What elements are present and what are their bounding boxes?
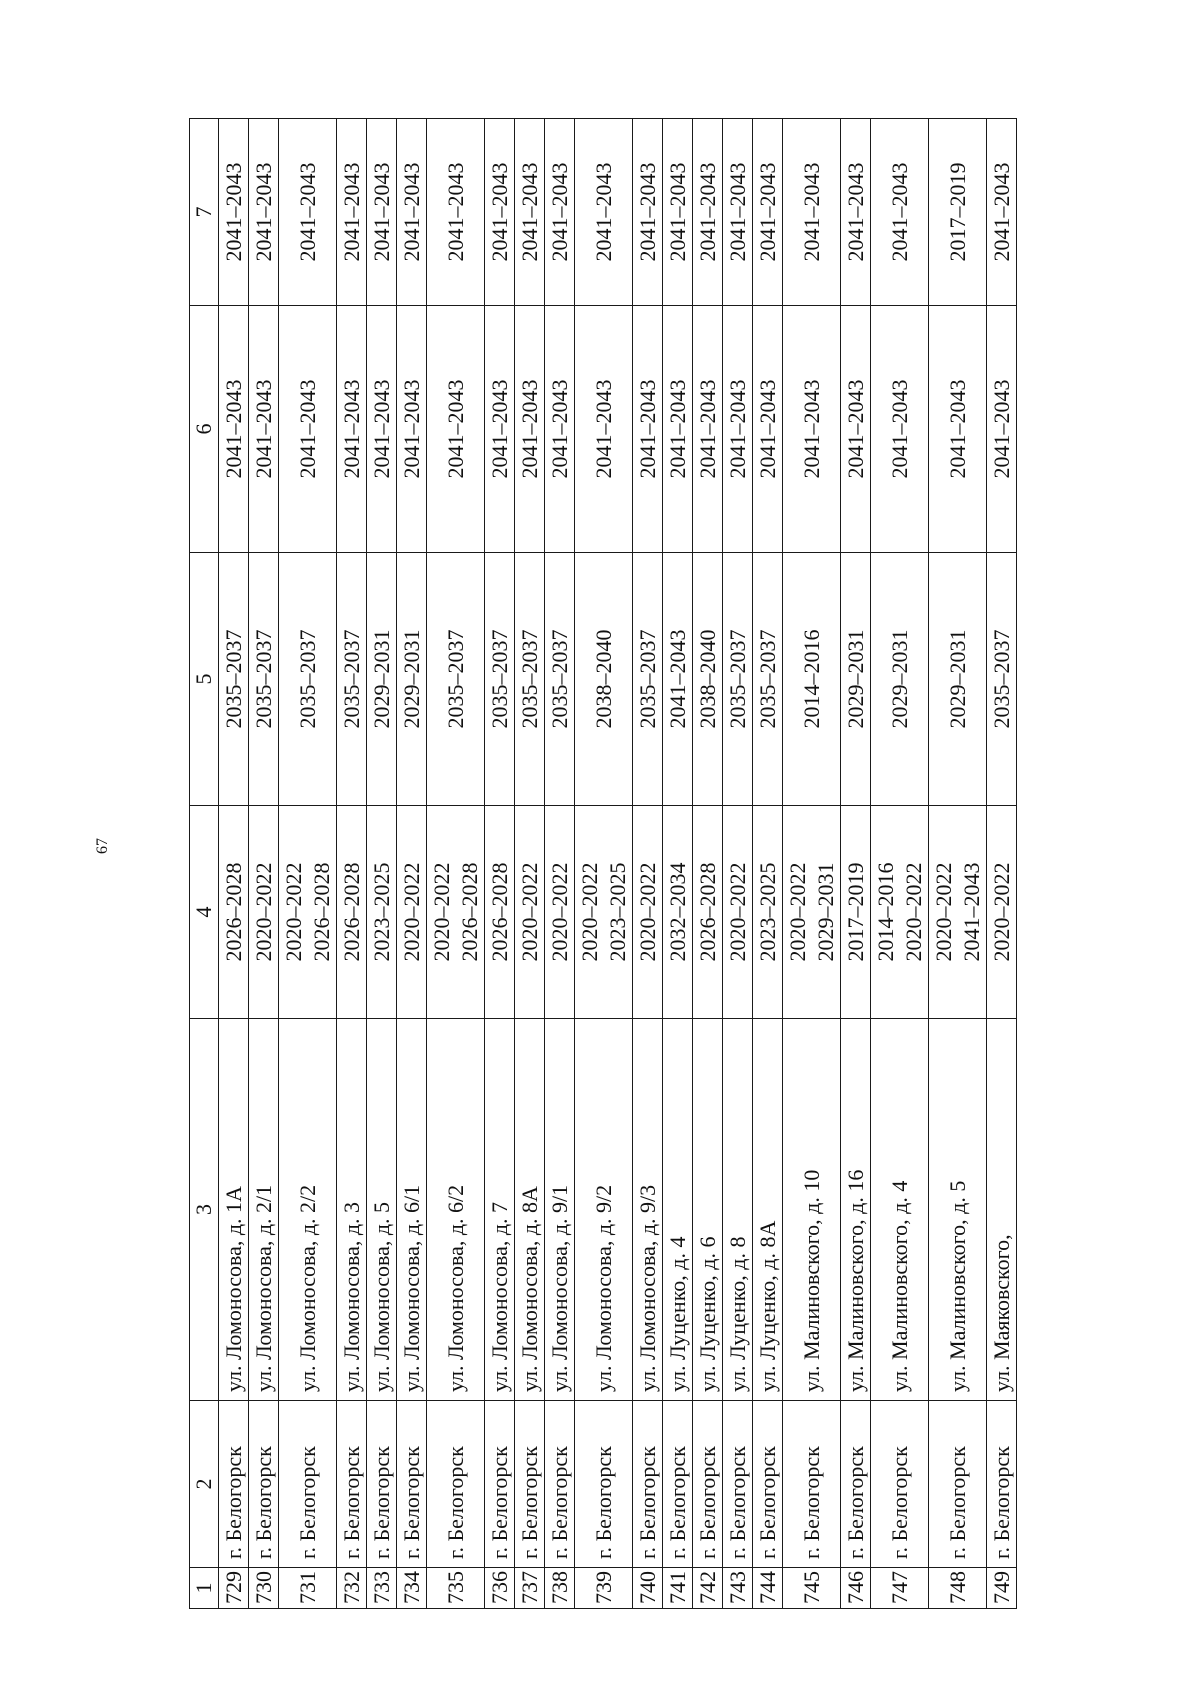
period-col-4-cell (279, 806, 337, 1019)
period-col-7-cell: 2041–2043 (841, 119, 871, 306)
period-col-5-cell: 2029–2031 (929, 553, 987, 806)
table-row (753, 119, 783, 1609)
period-col-4-cell (249, 806, 279, 1019)
table-row (841, 119, 871, 1609)
period-col-7-cell: 2041–2043 (987, 119, 1017, 306)
row-number-cell: 732 (337, 1568, 367, 1609)
period-line: 2020–2022 (930, 862, 956, 962)
address-cell: ул. Ломоносова, д. 3 (337, 1019, 367, 1401)
period-col-4-cell (723, 806, 753, 1019)
period-col-4-cell (841, 806, 871, 1019)
period-line: 2020–2022 (280, 862, 306, 962)
period-col-4-cell (783, 806, 841, 1019)
address-cell: ул. Малиновского, д. 16 (841, 1019, 871, 1401)
city-cell: г. Белогорск (427, 1401, 485, 1568)
address-cell: ул. Ломоносова, д. 1А (219, 1019, 249, 1401)
city-cell: г. Белогорск (337, 1401, 367, 1568)
period-col-5-cell: 2029–2031 (367, 553, 397, 806)
period-col-6-cell: 2041–2043 (987, 306, 1017, 553)
city-cell: г. Белогорск (871, 1401, 929, 1568)
period-line: 2020–2022 (398, 862, 424, 962)
period-col-6-cell: 2041–2043 (871, 306, 929, 553)
period-line: 2026–2028 (486, 862, 512, 962)
period-col-7-cell: 2041–2043 (249, 119, 279, 306)
row-number-cell: 734 (397, 1568, 427, 1609)
row-number-cell: 747 (871, 1568, 929, 1609)
period-line: 2026–2028 (694, 862, 720, 962)
period-col-7-cell: 2041–2043 (367, 119, 397, 306)
period-col-4-cell (427, 806, 485, 1019)
period-col-7-cell: 2041–2043 (783, 119, 841, 306)
period-col-4-cell (753, 806, 783, 1019)
period-col-5-cell: 2038–2040 (575, 553, 633, 806)
table-row (929, 119, 987, 1609)
period-col-4-cell (663, 806, 693, 1019)
period-col-7-cell: 2041–2043 (723, 119, 753, 306)
period-line: 2020–2022 (546, 862, 572, 962)
table-row (485, 119, 515, 1609)
period-col-5-cell: 2035–2037 (337, 553, 367, 806)
period-line: 2032–2034 (664, 862, 690, 962)
period-col-5-cell: 2014–2016 (783, 553, 841, 806)
period-line: 2026–2028 (220, 862, 246, 962)
address-cell: ул. Луценко, д. 8 (723, 1019, 753, 1401)
period-col-6-cell: 2041–2043 (515, 306, 545, 553)
header-col-3: 3 (190, 1019, 219, 1401)
row-number-cell: 738 (545, 1568, 575, 1609)
period-col-5-cell: 2035–2037 (485, 553, 515, 806)
period-col-6-cell: 2041–2043 (693, 306, 723, 553)
period-col-6-cell: 2041–2043 (633, 306, 663, 553)
period-col-4-cell (485, 806, 515, 1019)
period-col-5-cell: 2029–2031 (871, 553, 929, 806)
period-col-5-cell: 2035–2037 (219, 553, 249, 806)
address-cell: ул. Малиновского, д. 4 (871, 1019, 929, 1401)
period-col-6-cell: 2041–2043 (783, 306, 841, 553)
period-line: 2020–2022 (724, 862, 750, 962)
period-col-4-cell (871, 806, 929, 1019)
period-line: 2020–2022 (784, 862, 810, 962)
period-line: 2026–2028 (308, 862, 334, 962)
city-cell: г. Белогорск (987, 1401, 1017, 1568)
city-cell: г. Белогорск (249, 1401, 279, 1568)
city-cell: г. Белогорск (841, 1401, 871, 1568)
row-number-cell: 744 (753, 1568, 783, 1609)
table-row (219, 119, 249, 1609)
period-col-7-cell: 2041–2043 (427, 119, 485, 306)
city-cell: г. Белогорск (279, 1401, 337, 1568)
address-cell: ул. Ломоносова, д. 6/1 (397, 1019, 427, 1401)
city-cell: г. Белогорск (753, 1401, 783, 1568)
period-col-4-cell (219, 806, 249, 1019)
table-row (249, 119, 279, 1609)
city-cell: г. Белогорск (929, 1401, 987, 1568)
page-number: 67 (94, 838, 111, 854)
repair-schedule-table-rotated (189, 153, 1129, 1609)
table-row (783, 119, 841, 1609)
period-col-6-cell: 2041–2043 (545, 306, 575, 553)
row-number-cell: 746 (841, 1568, 871, 1609)
row-number-cell: 729 (219, 1568, 249, 1609)
period-line: 2026–2028 (338, 862, 364, 962)
period-col-6-cell: 2041–2043 (663, 306, 693, 553)
address-cell: ул. Ломоносова, д. 2/1 (249, 1019, 279, 1401)
period-col-7-cell: 2017–2019 (929, 119, 987, 306)
period-col-7-cell: 2041–2043 (545, 119, 575, 306)
period-col-6-cell: 2041–2043 (397, 306, 427, 553)
row-number-cell: 731 (279, 1568, 337, 1609)
city-cell: г. Белогорск (485, 1401, 515, 1568)
period-col-7-cell: 2041–2043 (279, 119, 337, 306)
period-col-6-cell: 2041–2043 (219, 306, 249, 553)
period-line: 2023–2025 (368, 862, 394, 962)
period-col-4-cell (337, 806, 367, 1019)
period-col-5-cell: 2035–2037 (723, 553, 753, 806)
address-cell: ул. Луценко, д. 6 (693, 1019, 723, 1401)
table-row (723, 119, 753, 1609)
period-line: 2020–2022 (634, 862, 660, 962)
row-number-cell: 749 (987, 1568, 1017, 1609)
period-line: 2020–2022 (250, 862, 276, 962)
table-row (279, 119, 337, 1609)
period-col-4-cell (397, 806, 427, 1019)
period-col-6-cell: 2041–2043 (279, 306, 337, 553)
address-cell: ул. Ломоносова, д. 6/2 (427, 1019, 485, 1401)
address-cell: ул. Ломоносова, д. 2/2 (279, 1019, 337, 1401)
address-cell: ул. Ломоносова, д. 8А (515, 1019, 545, 1401)
row-number-cell: 743 (723, 1568, 753, 1609)
row-number-cell: 736 (485, 1568, 515, 1609)
table-row (987, 119, 1017, 1609)
row-number-cell: 737 (515, 1568, 545, 1609)
row-number-cell: 733 (367, 1568, 397, 1609)
period-line: 2020–2022 (988, 862, 1014, 962)
row-number-cell: 745 (783, 1568, 841, 1609)
address-cell: ул. Луценко, д. 4 (663, 1019, 693, 1401)
row-number-cell: 741 (663, 1568, 693, 1609)
period-col-7-cell: 2041–2043 (753, 119, 783, 306)
period-col-7-cell: 2041–2043 (663, 119, 693, 306)
table-row (337, 119, 367, 1609)
period-col-6-cell: 2041–2043 (575, 306, 633, 553)
table-row (515, 119, 545, 1609)
period-col-6-cell: 2041–2043 (249, 306, 279, 553)
address-cell: ул. Малиновского, д. 10 (783, 1019, 841, 1401)
header-row (190, 119, 219, 1609)
period-col-7-cell: 2041–2043 (337, 119, 367, 306)
period-col-6-cell: 2041–2043 (367, 306, 397, 553)
period-col-4-cell (929, 806, 987, 1019)
header-col-6: 6 (190, 306, 219, 553)
period-col-5-cell: 2035–2037 (279, 553, 337, 806)
period-line: 2026–2028 (456, 862, 482, 962)
period-col-7-cell: 2041–2043 (871, 119, 929, 306)
period-col-7-cell: 2041–2043 (693, 119, 723, 306)
period-col-5-cell: 2035–2037 (427, 553, 485, 806)
period-col-4-cell (575, 806, 633, 1019)
period-col-6-cell: 2041–2043 (929, 306, 987, 553)
row-number-cell: 730 (249, 1568, 279, 1609)
period-col-7-cell: 2041–2043 (515, 119, 545, 306)
period-col-5-cell: 2035–2037 (515, 553, 545, 806)
period-line: 2023–2025 (604, 862, 630, 962)
period-col-5-cell: 2041–2043 (663, 553, 693, 806)
row-number-cell: 739 (575, 1568, 633, 1609)
table-row (693, 119, 723, 1609)
period-col-5-cell: 2029–2031 (841, 553, 871, 806)
city-cell: г. Белогорск (219, 1401, 249, 1568)
period-col-7-cell: 2041–2043 (575, 119, 633, 306)
table-row (633, 119, 663, 1609)
period-line: 2023–2025 (754, 862, 780, 962)
period-col-5-cell: 2035–2037 (249, 553, 279, 806)
table-row (663, 119, 693, 1609)
address-cell: ул. Ломоносова, д. 9/1 (545, 1019, 575, 1401)
period-col-6-cell: 2041–2043 (427, 306, 485, 553)
period-col-4-cell (633, 806, 663, 1019)
address-cell: ул. Ломоносова, д. 9/3 (633, 1019, 663, 1401)
header-col-1: 1 (190, 1568, 219, 1609)
period-col-7-cell: 2041–2043 (219, 119, 249, 306)
table-row (397, 119, 427, 1609)
table-row (575, 119, 633, 1609)
period-col-4-cell (693, 806, 723, 1019)
header-col-4: 4 (190, 806, 219, 1019)
period-line: 2020–2022 (428, 862, 454, 962)
row-number-cell: 735 (427, 1568, 485, 1609)
row-number-cell: 748 (929, 1568, 987, 1609)
header-col-7: 7 (190, 119, 219, 306)
address-cell: ул. Луценко, д. 8А (753, 1019, 783, 1401)
table-row (871, 119, 929, 1609)
period-col-6-cell: 2041–2043 (753, 306, 783, 553)
period-line: 2020–2022 (900, 862, 926, 962)
period-line: 2020–2022 (516, 862, 542, 962)
period-col-4-cell (987, 806, 1017, 1019)
period-col-7-cell: 2041–2043 (397, 119, 427, 306)
address-cell: ул. Маяковского, (987, 1019, 1017, 1401)
period-col-4-cell (367, 806, 397, 1019)
period-col-4-cell (545, 806, 575, 1019)
city-cell: г. Белогорск (783, 1401, 841, 1568)
table-row (367, 119, 397, 1609)
period-line: 2017–2019 (842, 862, 868, 962)
address-cell: ул. Ломоносова, д. 5 (367, 1019, 397, 1401)
period-col-5-cell: 2035–2037 (753, 553, 783, 806)
period-col-4-cell (515, 806, 545, 1019)
period-col-7-cell: 2041–2043 (485, 119, 515, 306)
period-col-6-cell: 2041–2043 (485, 306, 515, 553)
city-cell: г. Белогорск (397, 1401, 427, 1568)
city-cell: г. Белогорск (367, 1401, 397, 1568)
city-cell: г. Белогорск (545, 1401, 575, 1568)
period-col-7-cell: 2041–2043 (633, 119, 663, 306)
address-cell: ул. Ломоносова, д. 7 (485, 1019, 515, 1401)
city-cell: г. Белогорск (633, 1401, 663, 1568)
period-col-6-cell: 2041–2043 (841, 306, 871, 553)
period-col-5-cell: 2035–2037 (633, 553, 663, 806)
period-col-6-cell: 2041–2043 (337, 306, 367, 553)
repair-schedule-table (189, 118, 1017, 1609)
period-line: 2041–2043 (958, 862, 984, 962)
city-cell: г. Белогорск (693, 1401, 723, 1568)
table-row (545, 119, 575, 1609)
city-cell: г. Белогорск (663, 1401, 693, 1568)
address-cell: ул. Малиновского, д. 5 (929, 1019, 987, 1401)
period-col-5-cell: 2035–2037 (987, 553, 1017, 806)
city-cell: г. Белогорск (515, 1401, 545, 1568)
city-cell: г. Белогорск (575, 1401, 633, 1568)
table-row (427, 119, 485, 1609)
period-line: 2014–2016 (872, 862, 898, 962)
period-line: 2029–2031 (812, 862, 838, 962)
row-number-cell: 740 (633, 1568, 663, 1609)
city-cell: г. Белогорск (723, 1401, 753, 1568)
header-col-2: 2 (190, 1401, 219, 1568)
period-col-5-cell: 2035–2037 (545, 553, 575, 806)
row-number-cell: 742 (693, 1568, 723, 1609)
header-col-5: 5 (190, 553, 219, 806)
address-cell: ул. Ломоносова, д. 9/2 (575, 1019, 633, 1401)
period-col-6-cell: 2041–2043 (723, 306, 753, 553)
period-col-5-cell: 2038–2040 (693, 553, 723, 806)
period-col-5-cell: 2029–2031 (397, 553, 427, 806)
period-line: 2020–2022 (576, 862, 602, 962)
